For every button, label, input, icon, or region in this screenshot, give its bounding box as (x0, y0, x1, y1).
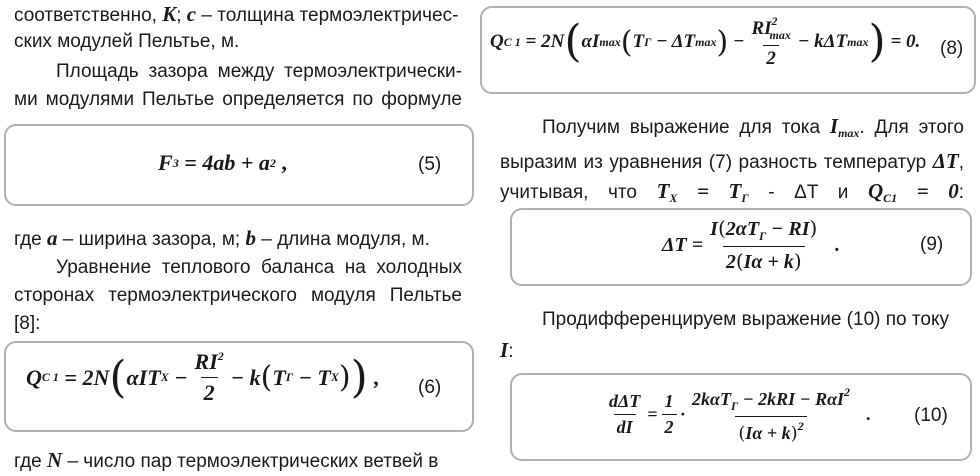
text-span: - ΔT (748, 182, 819, 203)
text-span: где (14, 229, 48, 250)
formula-8: Q C 1 = 2N ( αI max ( T Г − ΔT max ) − $\frac{RI^2_{max}}{2}$ − kΔT max ) = 0. (490, 14, 921, 69)
equation-number-9: (9) (920, 234, 944, 255)
equation-number-6: (6) (418, 377, 442, 398)
symbol-subscript: Г (741, 191, 749, 205)
text-span: Продифференцируем выражение (10) по току (542, 309, 949, 330)
symbol-deltaT: ΔT (932, 149, 959, 173)
formula-6: Q C 1 = 2N ( αIT X − $\frac{RI^2}{2}$ − k ( T Г − T X ) ) , (26, 349, 379, 405)
text-span: где (14, 451, 48, 472)
formula-5: F З = 4ab + a 2 , (158, 150, 287, 175)
symbol-zero: = 0 (897, 179, 959, 203)
formula-box-6 (4, 341, 474, 432)
text-span: : (508, 341, 514, 362)
paragraph-heat-balance: Уравнение теплового баланса на холодных сторонах термоэлектрического модуля Пельтье [8]: (14, 257, 462, 334)
symbol-N: N (47, 448, 63, 472)
where-clause-2 (14, 446, 462, 476)
symbol-equals: = (677, 179, 729, 203)
text-span: – толщина термоэлектричес- (196, 5, 459, 26)
formula-box-10 (510, 373, 972, 461)
text-span: – ширина зазора, м; (57, 229, 246, 250)
symbol-I: I (500, 338, 509, 362)
text-line-1 (14, 0, 462, 30)
text-span: и (818, 182, 868, 203)
formula-9: ΔT = $\frac{I(2\alpha T_Г - RI)}{2(I\alpha + k)}$ . (662, 216, 840, 273)
equation-number-8: (8) (940, 38, 964, 59)
symbol-b: b (245, 226, 256, 250)
formula-box-8 (480, 6, 976, 94)
text-span: . Для этого выразим из уравнения (7) разность температур (500, 117, 964, 173)
symbol-I: I (829, 114, 839, 138)
symbol-T: T (728, 179, 742, 203)
text-span: соответственно, (14, 5, 163, 26)
paragraph-current (500, 112, 964, 212)
text-span: : (958, 182, 965, 203)
symbol-subscript: X (669, 191, 678, 205)
symbol-T: T (656, 179, 670, 203)
text-span: – длина модуля, м. (255, 229, 430, 250)
text-line-2 (14, 28, 462, 56)
symbol-subscript: C1 (883, 191, 898, 205)
where-clause-1 (14, 224, 462, 254)
text-span: ; (176, 5, 187, 26)
formula-10: $\frac{\text{dΔT}}{dI}$ = $\frac{1}{2}$ · $\frac{2k\alpha T_Г - 2kRI - R\alpha I^2}{(I\alpha + k)^2}$ . (609, 385, 871, 444)
text-span: , учитывая, что (500, 152, 964, 203)
text-span: ских модулей Пельтье, м. (14, 31, 240, 52)
paragraph-differentiate-end (500, 336, 964, 366)
text-span: – число пар термоэлектрических ветвей в (62, 451, 439, 472)
equation-number-10: (10) (914, 405, 948, 426)
symbol-K: K (162, 2, 177, 26)
formula-box-9 (510, 208, 972, 286)
equation-number-5: (5) (418, 154, 442, 175)
formula-box-5 (4, 124, 474, 206)
paragraph-gap-area: Площадь зазора между термоэлектрически-ми модулями Пельтье определяется по формуле (14, 61, 462, 110)
symbol-a: a (47, 226, 58, 250)
symbol-c: c (186, 2, 197, 26)
paragraph-differentiate (500, 306, 964, 334)
symbol-subscript: max (838, 126, 860, 140)
symbol-Q: Q (867, 179, 884, 203)
text-span: Получим выражение для тока (542, 117, 830, 138)
